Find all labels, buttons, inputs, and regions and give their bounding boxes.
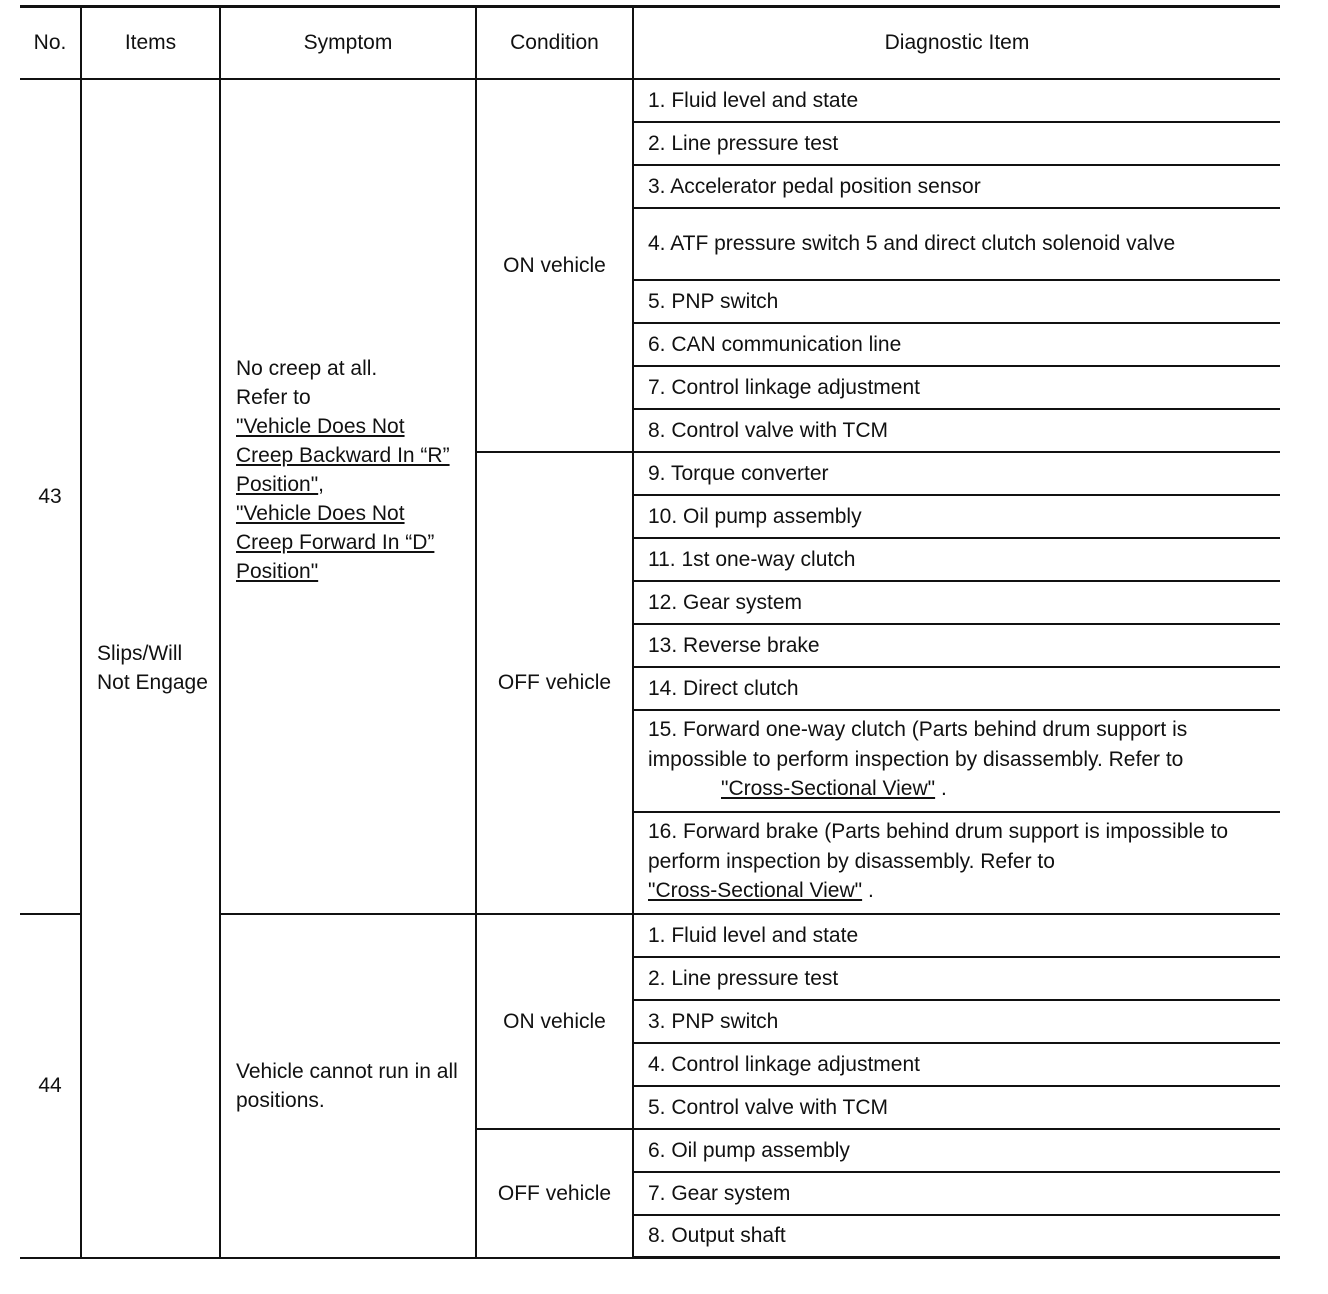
diag-43-15	[633, 710, 1280, 812]
symptom-43-text: No creep at all.	[236, 357, 378, 380]
diag-43-15-end: .	[940, 777, 947, 801]
diagnostic-table	[20, 5, 1280, 1259]
header-items: Items	[81, 7, 220, 79]
diag-43-10: 10. Oil pump assembly	[633, 495, 1280, 538]
condition-44-off: OFF vehicle	[476, 1129, 633, 1258]
symptom-44: Vehicle cannot run in all positions.	[220, 914, 476, 1258]
diag-43-8: 8. Control valve with TCM	[633, 409, 1280, 452]
table-row	[20, 79, 1280, 122]
diag-44-3: 3. PNP switch	[633, 1000, 1280, 1043]
diag-43-15-text: 15. Forward one-way clutch (Parts behind drum support is impossible to perform inspection by disassembly. Refer to	[648, 718, 1188, 771]
row-number-44: 44	[20, 914, 81, 1258]
diag-44-4: 4. Control linkage adjustment	[633, 1043, 1280, 1086]
header-symptom: Symptom	[220, 7, 476, 79]
diag-43-16-text: 16. Forward brake (Parts behind drum support is impossible to perform inspection by disassembly. Refer to	[648, 820, 1229, 873]
diag-43-5: 5. PNP switch	[633, 280, 1280, 323]
header-no: No.	[20, 7, 81, 79]
header-diagnostic-item: Diagnostic Item	[633, 7, 1280, 79]
diag-44-1: 1. Fluid level and state	[633, 914, 1280, 957]
symptom-43-refer: Refer to	[236, 386, 311, 409]
symptom-43	[220, 79, 476, 914]
header-row	[20, 7, 1280, 79]
diag-44-7: 7. Gear system	[633, 1172, 1280, 1215]
diag-44-8: 8. Output shaft	[633, 1215, 1280, 1258]
diag-43-3: 3. Accelerator pedal position sensor	[633, 165, 1280, 208]
diag-43-12: 12. Gear system	[633, 581, 1280, 624]
items-cell: Slips/Will Not Engage	[81, 79, 220, 1258]
condition-43-off: OFF vehicle	[476, 452, 633, 914]
link-cross-sectional-view-15[interactable]: "Cross-Sectional View"	[721, 777, 936, 801]
diag-43-6: 6. CAN communication line	[633, 323, 1280, 366]
link-creep-backward-r[interactable]: "Vehicle Does Not Creep Backward In “R” Position"	[236, 415, 450, 496]
diag-44-2: 2. Line pressure test	[633, 957, 1280, 1000]
diag-43-7: 7. Control linkage adjustment	[633, 366, 1280, 409]
condition-43-on: ON vehicle	[476, 79, 633, 452]
diag-43-16	[633, 812, 1280, 914]
diag-43-4: 4. ATF pressure switch 5 and direct clutch solenoid valve	[633, 208, 1280, 280]
symptom-43-comma: ,	[318, 473, 325, 496]
diag-43-16-end: .	[867, 879, 874, 903]
condition-44-on: ON vehicle	[476, 914, 633, 1129]
diag-43-13: 13. Reverse brake	[633, 624, 1280, 667]
diag-43-11: 11. 1st one-way clutch	[633, 538, 1280, 581]
diag-44-6: 6. Oil pump assembly	[633, 1129, 1280, 1172]
diag-43-14: 14. Direct clutch	[633, 667, 1280, 710]
diag-43-9: 9. Torque converter	[633, 452, 1280, 495]
link-creep-forward-d[interactable]: "Vehicle Does Not Creep Forward In “D” Position"	[236, 502, 435, 583]
diag-43-1: 1. Fluid level and state	[633, 79, 1280, 122]
link-cross-sectional-view-16[interactable]: "Cross-Sectional View"	[648, 879, 863, 903]
diag-43-2: 2. Line pressure test	[633, 122, 1280, 165]
header-condition: Condition	[476, 7, 633, 79]
row-number-43: 43	[20, 79, 81, 914]
diag-44-5: 5. Control valve with TCM	[633, 1086, 1280, 1129]
